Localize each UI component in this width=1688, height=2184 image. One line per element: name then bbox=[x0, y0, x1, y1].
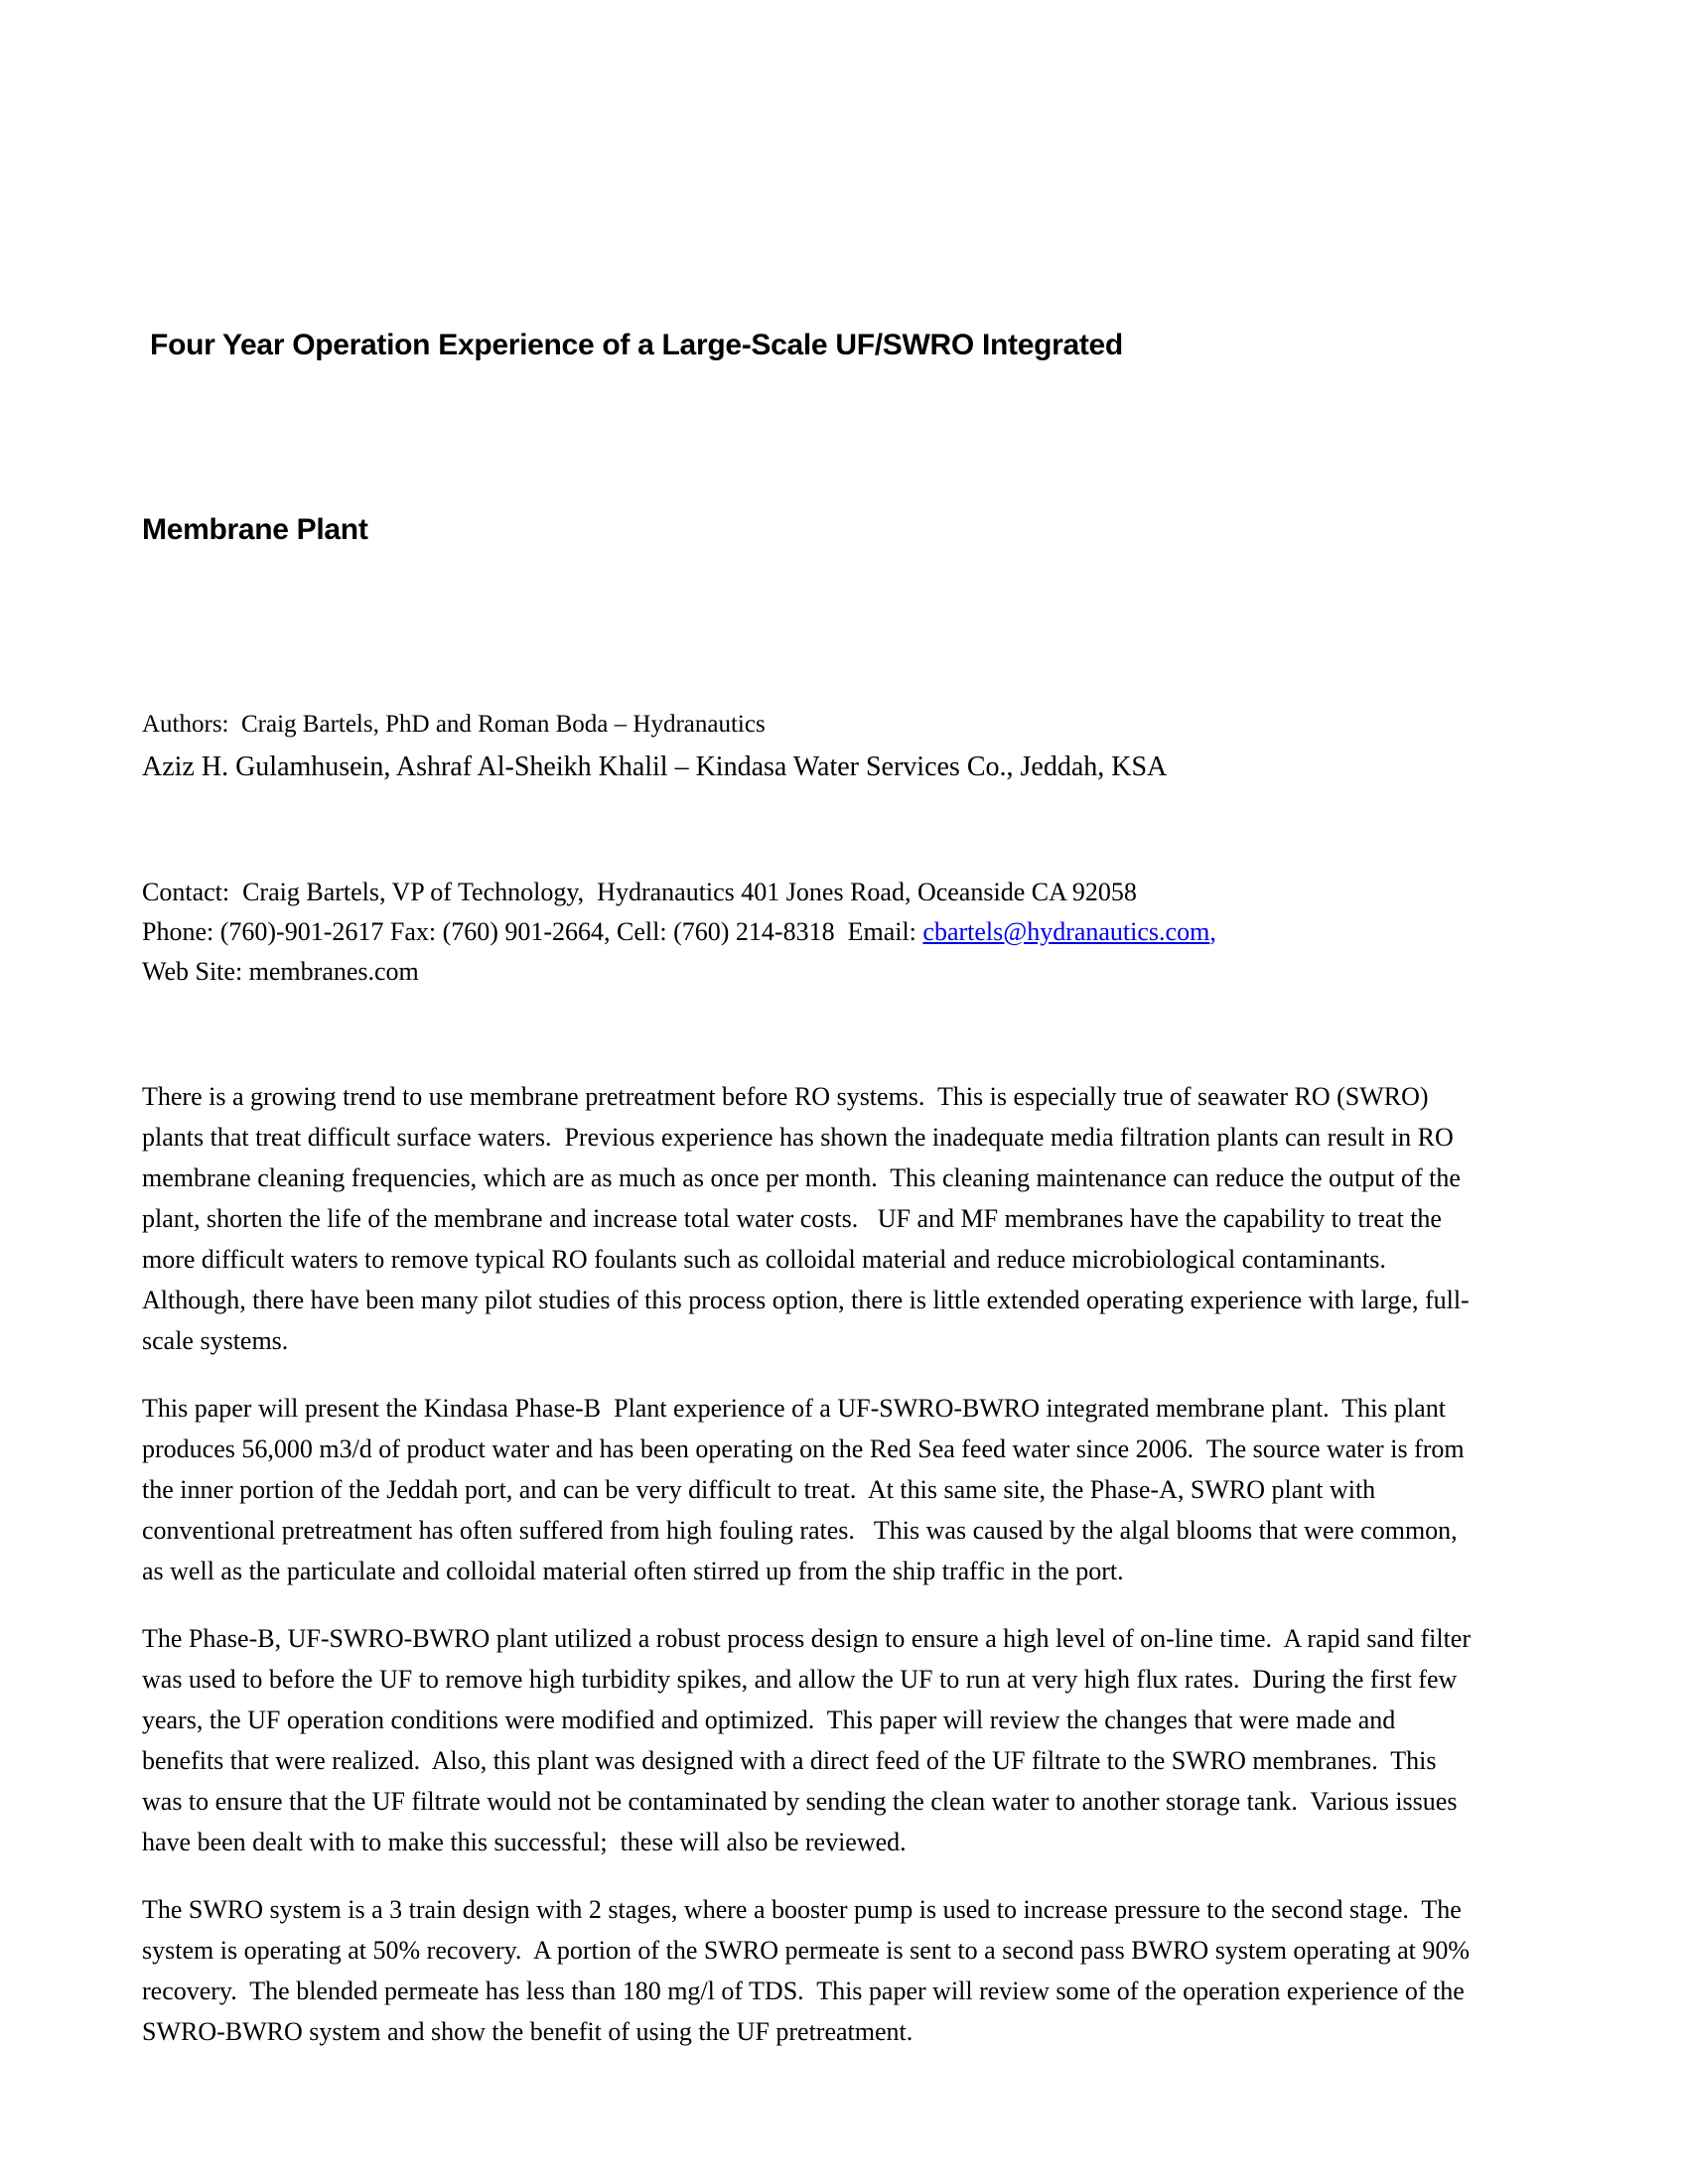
paragraph-2: This paper will present the Kindasa Phase-B Plant experience of a UF-SWRO-BWRO integrated membrane plant. This plant produces 56,000 m3/d of product water and has been operating on the Red Sea feed water since 2006. The source water is from the inner portion of the Jeddah port, and can be very difficult to treat. At this same site, the Phase-A, SWRO plant with conventional pretreatment has often suffered from high fouling rates. This was caused by the algal blooms that were common, as well as the particulate and colloidal material often stirred up from the ship traffic in the port. bbox=[142, 1394, 1472, 1585]
page-title bbox=[142, 192, 1480, 684]
contact-line-3: Web Site: membranes.com bbox=[142, 957, 419, 986]
paragraph-4: The SWRO system is a 3 train design with 2 stages, where a booster pump is used to increase pressure to the second stage. The system is operating at 50% recovery. A portion of the SWRO permeate is sent to a second pass BWRO system operating at 90% recovery. The blended permeate has less than 180 mg/l of TDS. This paper will review some of the operation experience of the SWRO-BWRO system and show the benefit of using the UF pretreatment. bbox=[142, 1895, 1477, 2046]
email-link[interactable]: cbartels@hydranautics.com bbox=[922, 917, 1210, 946]
contact-line-2 bbox=[142, 912, 1480, 952]
contact-phone-text: Phone: (760)-901-2617 Fax: (760) 901-2664, Cell: (760) 214-8318 Email: bbox=[142, 917, 923, 946]
document-content bbox=[142, 192, 1480, 2052]
authors-line-2: Aziz H. Gulamhusein, Ashraf Al-Sheikh Khalil – Kindasa Water Services Co., Jeddah, KSA bbox=[142, 751, 1168, 782]
email-suffix-comma: , bbox=[1209, 917, 1216, 946]
title-line-1: Four Year Operation Experience of a Large-Scale UF/SWRO Integrated bbox=[142, 329, 1123, 361]
contact-block bbox=[142, 873, 1480, 992]
contact-line-1: Contact: Craig Bartels, VP of Technology, Hydranautics 401 Jones Road, Oceanside CA 92058 bbox=[142, 878, 1137, 906]
abstract-body bbox=[142, 1076, 1480, 2052]
authors-line-1: Authors: Craig Bartels, PhD and Roman Boda – Hydranautics bbox=[142, 711, 766, 738]
paragraph-3: The Phase-B, UF-SWRO-BWRO plant utilized a robust process design to ensure a high level of on-line time. A rapid sand filter was used to before the UF to remove high turbidity spikes, and allow the UF to run at very high flux rates. During the first few years, the UF operation conditions were modified and optimized. This paper will review the changes that were made and benefits that were realized. Also, this plant was designed with a direct feed of the UF filtrate to the SWRO membranes. This was to ensure that the UF filtrate would not be contaminated by sending the clean water to another storage tank. Various issues have been dealt with to make this successful; these will also be reviewed. bbox=[142, 1624, 1477, 1856]
paragraph-1: There is a growing trend to use membrane pretreatment before RO systems. This is especially true of seawater RO (SWRO) plants that treat difficult surface waters. Previous experience has shown the inadequate media filtration plants can result in RO membrane cleaning frequencies, which are as much as once per month. This cleaning maintenance can reduce the output of the plant, shorten the life of the membrane and increase total water costs. UF and MF membranes have the capability to treat the more difficult waters to remove typical RO foulants such as colloidal material and reduce microbiological contaminants. Although, there have been many pilot studies of this process option, there is little extended operating experience with large, full-scale systems. bbox=[142, 1082, 1470, 1355]
authors-block bbox=[142, 704, 1480, 789]
title-line-2: Membrane Plant bbox=[142, 513, 368, 546]
